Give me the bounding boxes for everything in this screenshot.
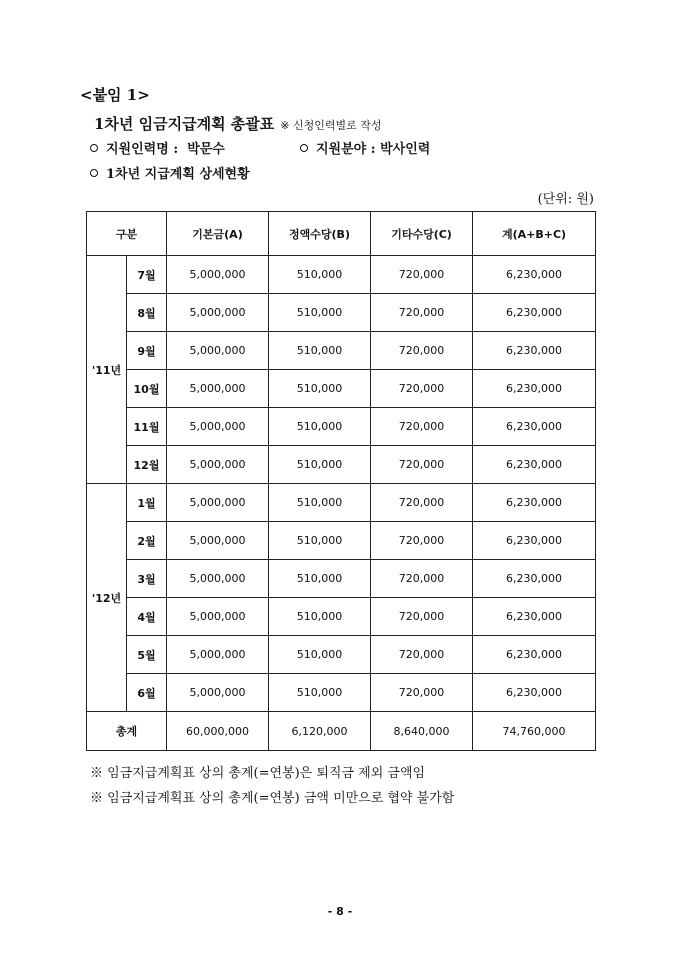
month-cell: 11월 xyxy=(127,408,167,446)
base-pay-cell: 5,000,000 xyxy=(167,674,269,712)
fixed-allowance-cell: 510,000 xyxy=(269,294,371,332)
month-cell: 1월 xyxy=(127,484,167,522)
base-pay-cell: 5,000,000 xyxy=(167,294,269,332)
base-pay-cell: 5,000,000 xyxy=(167,256,269,294)
base-pay-cell: 5,000,000 xyxy=(167,446,269,484)
fixed-allowance-cell: 510,000 xyxy=(269,256,371,294)
row-total-cell: 6,230,000 xyxy=(473,294,596,332)
header-base-pay: 기본금(A) xyxy=(167,212,269,256)
fixed-allowance-cell: 510,000 xyxy=(269,560,371,598)
month-cell: 7월 xyxy=(127,256,167,294)
grand-total: 74,760,000 xyxy=(473,712,596,751)
fixed-allowance-cell: 510,000 xyxy=(269,370,371,408)
other-allowance-cell: 720,000 xyxy=(371,294,473,332)
applicant-value: 박문수 xyxy=(187,142,225,157)
circle-bullet-icon xyxy=(90,169,98,177)
base-pay-cell: 5,000,000 xyxy=(167,408,269,446)
other-allowance-cell: 720,000 xyxy=(371,256,473,294)
fixed-allowance-cell: 510,000 xyxy=(269,446,371,484)
month-cell: 6월 xyxy=(127,674,167,712)
month-cell: 2월 xyxy=(127,522,167,560)
base-pay-cell: 5,000,000 xyxy=(167,484,269,522)
table-row xyxy=(87,332,596,370)
base-pay-cell: 5,000,000 xyxy=(167,636,269,674)
table-row xyxy=(87,370,596,408)
row-total-cell: 6,230,000 xyxy=(473,408,596,446)
row-total-cell: 6,230,000 xyxy=(473,332,596,370)
table-row xyxy=(87,522,596,560)
header-other-allowance: 기타수당(C) xyxy=(371,212,473,256)
row-total-cell: 6,230,000 xyxy=(473,522,596,560)
other-allowance-cell: 720,000 xyxy=(371,674,473,712)
applicant-label: 지원인력명 : xyxy=(106,142,179,157)
base-pay-cell: 5,000,000 xyxy=(167,332,269,370)
circle-bullet-icon xyxy=(90,144,98,152)
row-total-cell: 6,230,000 xyxy=(473,674,596,712)
total-label: 총계 xyxy=(87,712,167,751)
month-cell: 9월 xyxy=(127,332,167,370)
table-row xyxy=(87,560,596,598)
other-allowance-cell: 720,000 xyxy=(371,636,473,674)
fixed-allowance-cell: 510,000 xyxy=(269,522,371,560)
base-pay-cell: 5,000,000 xyxy=(167,522,269,560)
year-cell: '12년 xyxy=(87,484,127,712)
row-total-cell: 6,230,000 xyxy=(473,636,596,674)
table-row xyxy=(87,294,596,332)
table-row xyxy=(87,256,596,294)
fixed-allowance-cell: 510,000 xyxy=(269,674,371,712)
other-allowance-cell: 720,000 xyxy=(371,560,473,598)
other-allowance-cell: 720,000 xyxy=(371,446,473,484)
plan-note: ※ 신청인력별로 작성 xyxy=(280,119,382,132)
section-heading xyxy=(90,163,250,182)
other-allowance-cell: 720,000 xyxy=(371,484,473,522)
row-total-cell: 6,230,000 xyxy=(473,370,596,408)
section-heading-text: 1차년 지급계획 상세현황 xyxy=(106,167,250,182)
fixed-allowance-cell: 510,000 xyxy=(269,332,371,370)
other-allowance-cell: 720,000 xyxy=(371,598,473,636)
footnote-1: ※ 임금지급계획표 상의 총계(=연봉)은 퇴직금 제외 금액임 xyxy=(90,766,426,781)
table-row xyxy=(87,598,596,636)
other-allowance-cell: 720,000 xyxy=(371,408,473,446)
attachment-title: <붙임 1> xyxy=(80,86,150,104)
header-category: 구분 xyxy=(87,212,167,256)
row-total-cell: 6,230,000 xyxy=(473,256,596,294)
unit-label: (단위: 원) xyxy=(537,192,594,207)
plan-title-text: 1차년 임금지급계획 총괄표 xyxy=(94,115,275,133)
applicant-line xyxy=(90,138,225,157)
field-value: 박사인력 xyxy=(380,142,431,157)
month-cell: 4월 xyxy=(127,598,167,636)
base-pay-cell: 5,000,000 xyxy=(167,370,269,408)
base-pay-cell: 5,000,000 xyxy=(167,560,269,598)
other-allowance-cell: 720,000 xyxy=(371,370,473,408)
fixed-allowance-cell: 510,000 xyxy=(269,636,371,674)
payment-plan-table xyxy=(86,211,596,751)
month-cell: 12월 xyxy=(127,446,167,484)
total-base-pay: 60,000,000 xyxy=(167,712,269,751)
header-row xyxy=(87,212,596,256)
footnote-2: ※ 임금지급계획표 상의 총계(=연봉) 금액 미만으로 협약 불가함 xyxy=(90,791,455,806)
month-cell: 10월 xyxy=(127,370,167,408)
row-total-cell: 6,230,000 xyxy=(473,446,596,484)
fixed-allowance-cell: 510,000 xyxy=(269,408,371,446)
total-other-allowance: 8,640,000 xyxy=(371,712,473,751)
month-cell: 5월 xyxy=(127,636,167,674)
row-total-cell: 6,230,000 xyxy=(473,560,596,598)
circle-bullet-icon xyxy=(300,144,308,152)
row-total-cell: 6,230,000 xyxy=(473,484,596,522)
table-row xyxy=(87,636,596,674)
other-allowance-cell: 720,000 xyxy=(371,332,473,370)
header-fixed-allowance: 정액수당(B) xyxy=(269,212,371,256)
month-cell: 8월 xyxy=(127,294,167,332)
fixed-allowance-cell: 510,000 xyxy=(269,484,371,522)
table-row xyxy=(87,408,596,446)
total-row xyxy=(87,712,596,751)
year-cell: '11년 xyxy=(87,256,127,484)
table-row xyxy=(87,674,596,712)
fixed-allowance-cell: 510,000 xyxy=(269,598,371,636)
plan-title xyxy=(94,113,382,134)
field-label: 지원분야 : xyxy=(316,142,376,157)
row-total-cell: 6,230,000 xyxy=(473,598,596,636)
page-number: - 8 - xyxy=(327,905,353,918)
table-row xyxy=(87,484,596,522)
base-pay-cell: 5,000,000 xyxy=(167,598,269,636)
total-fixed-allowance: 6,120,000 xyxy=(269,712,371,751)
header-total: 계(A+B+C) xyxy=(473,212,596,256)
table-row xyxy=(87,446,596,484)
other-allowance-cell: 720,000 xyxy=(371,522,473,560)
field-line xyxy=(300,138,430,157)
month-cell: 3월 xyxy=(127,560,167,598)
